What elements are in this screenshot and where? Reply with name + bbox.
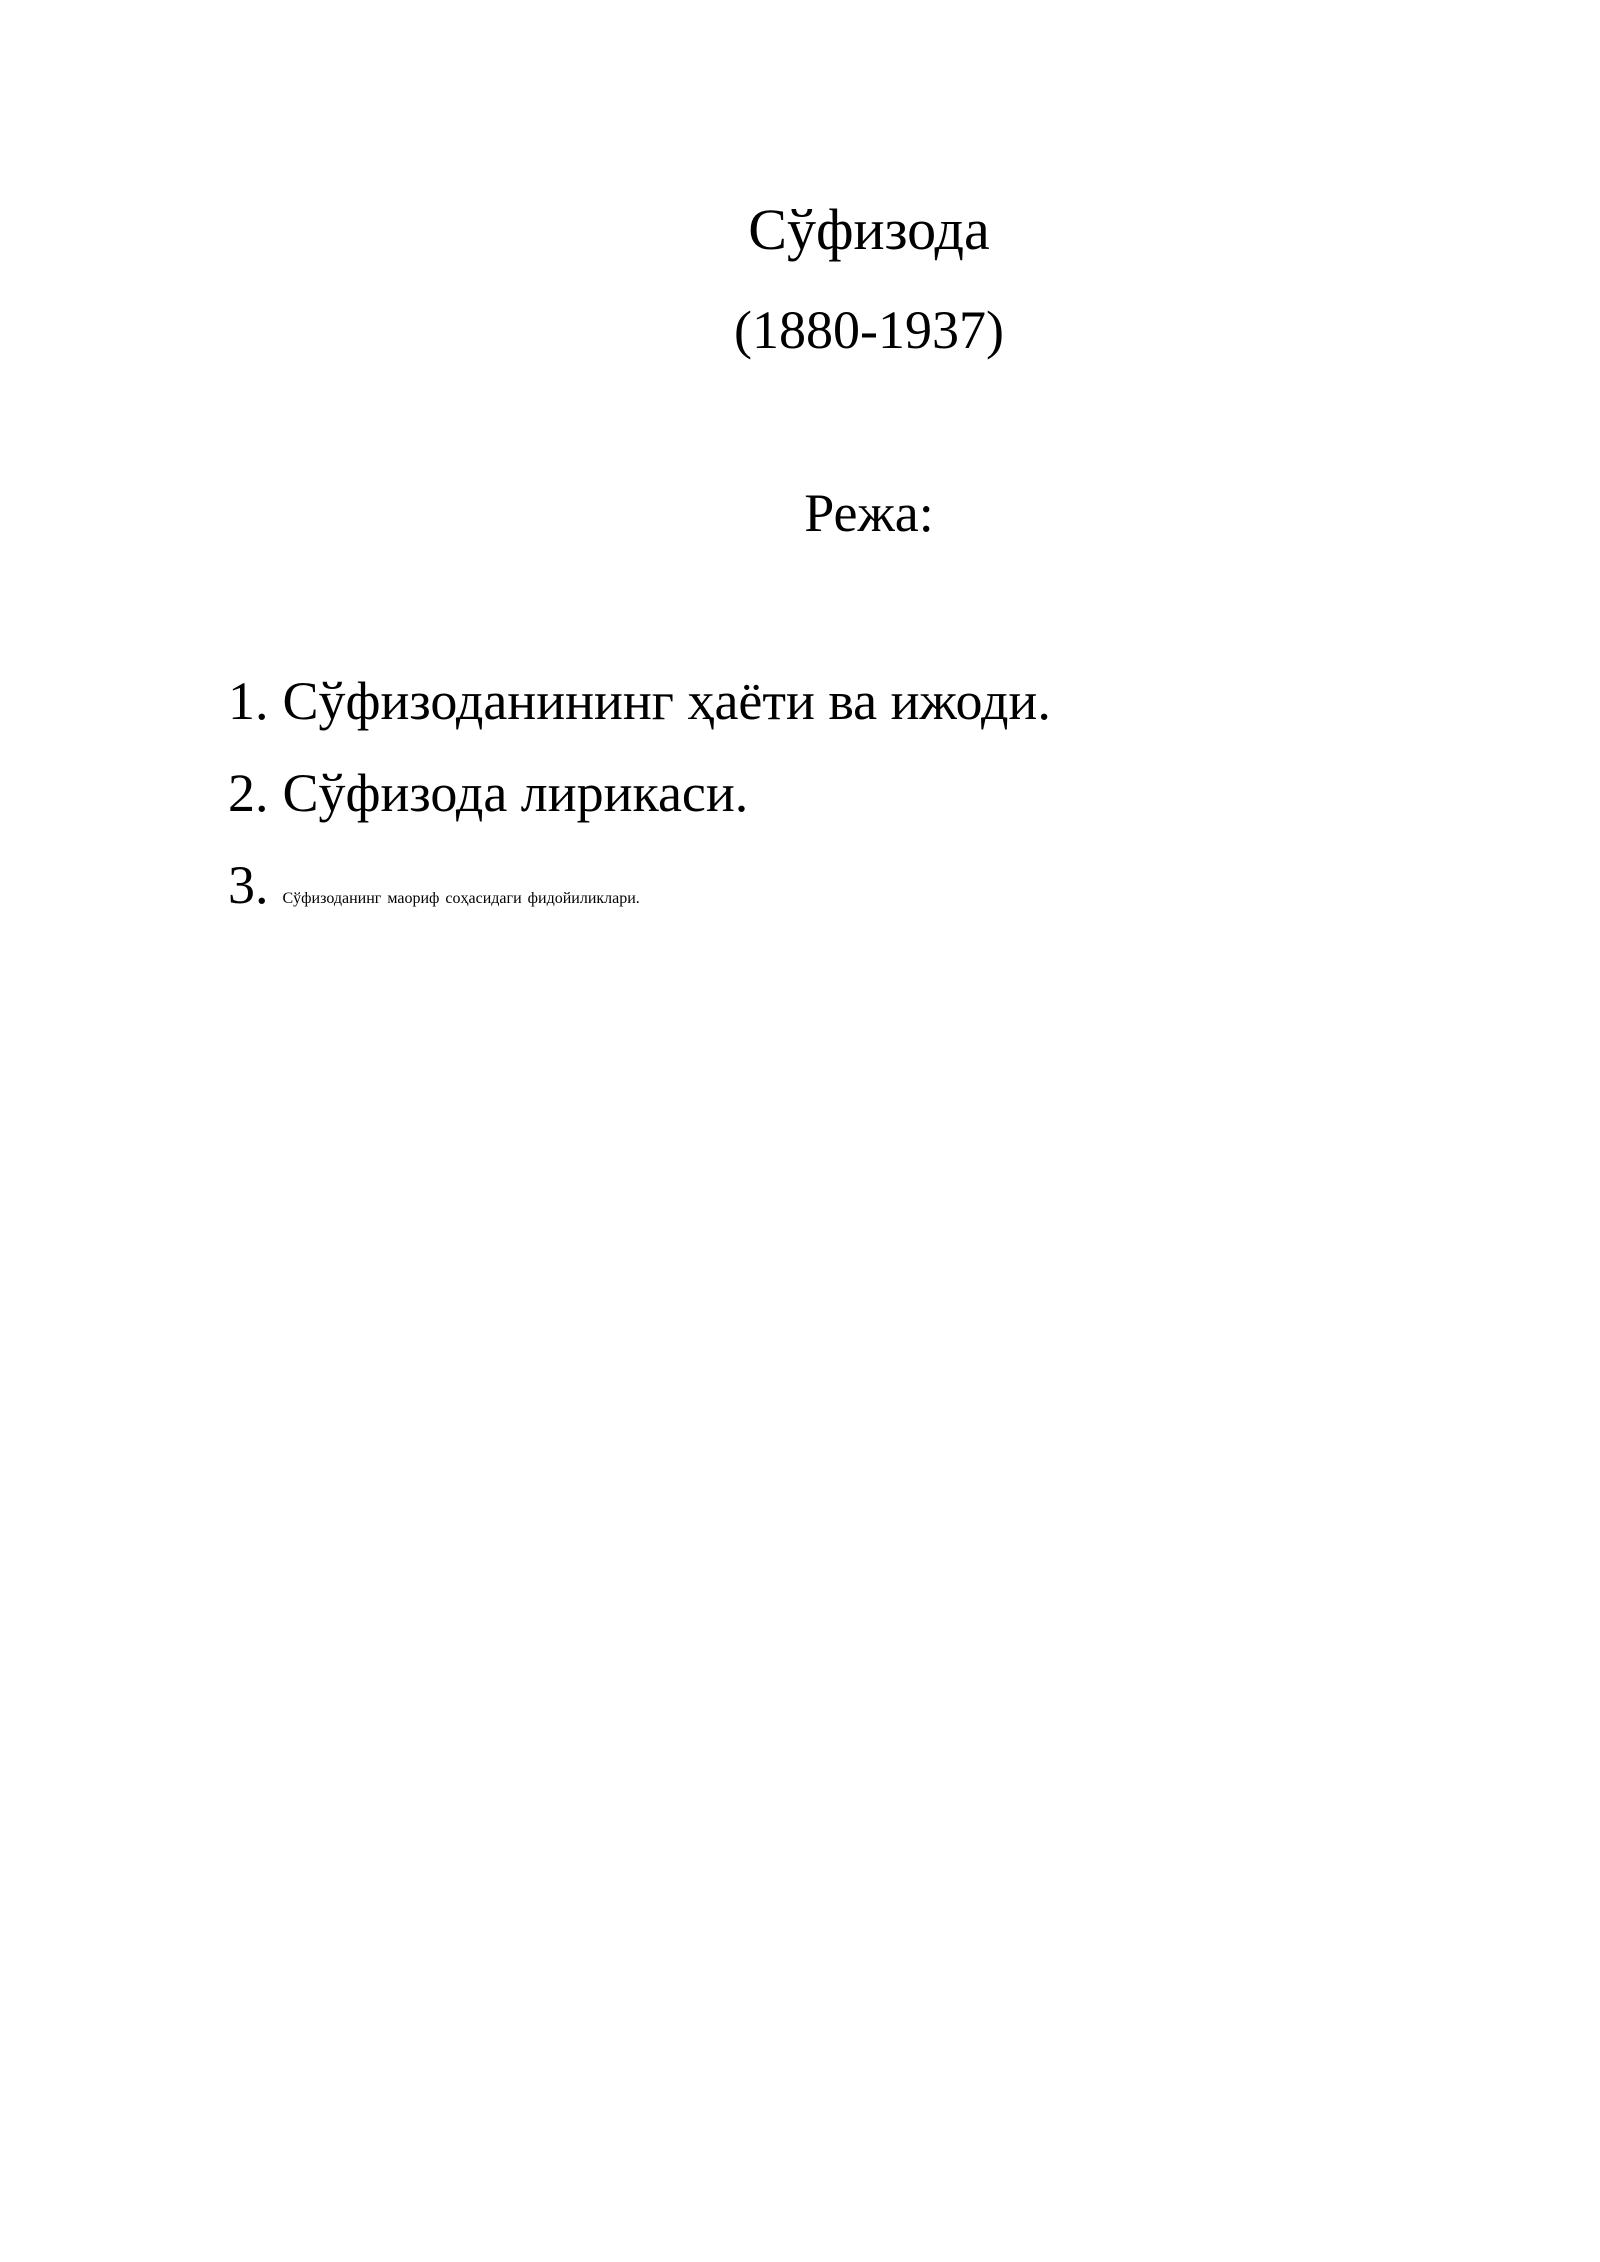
document-years: (1880-1937) [734, 300, 1004, 360]
plan-item-text: Сўфизоданинг маориф соҳасидаги фидойиликлари. [282, 890, 640, 907]
plan-item-text: Сўфизоданининг ҳаёти ва ижоди. [282, 671, 1051, 731]
plan-item [228, 760, 1051, 852]
plan-list [228, 668, 1051, 918]
plan-heading: Режа: [804, 483, 934, 543]
document-title: Сўфизода [748, 197, 990, 262]
plan-item-text: Сўфизода лирикаси. [282, 763, 749, 823]
plan-item-number: 3. [228, 855, 269, 915]
plan-item [228, 852, 1051, 918]
plan-item [228, 668, 1051, 760]
plan-item-number: 2. [228, 763, 269, 823]
plan-item-number: 1. [228, 671, 269, 731]
